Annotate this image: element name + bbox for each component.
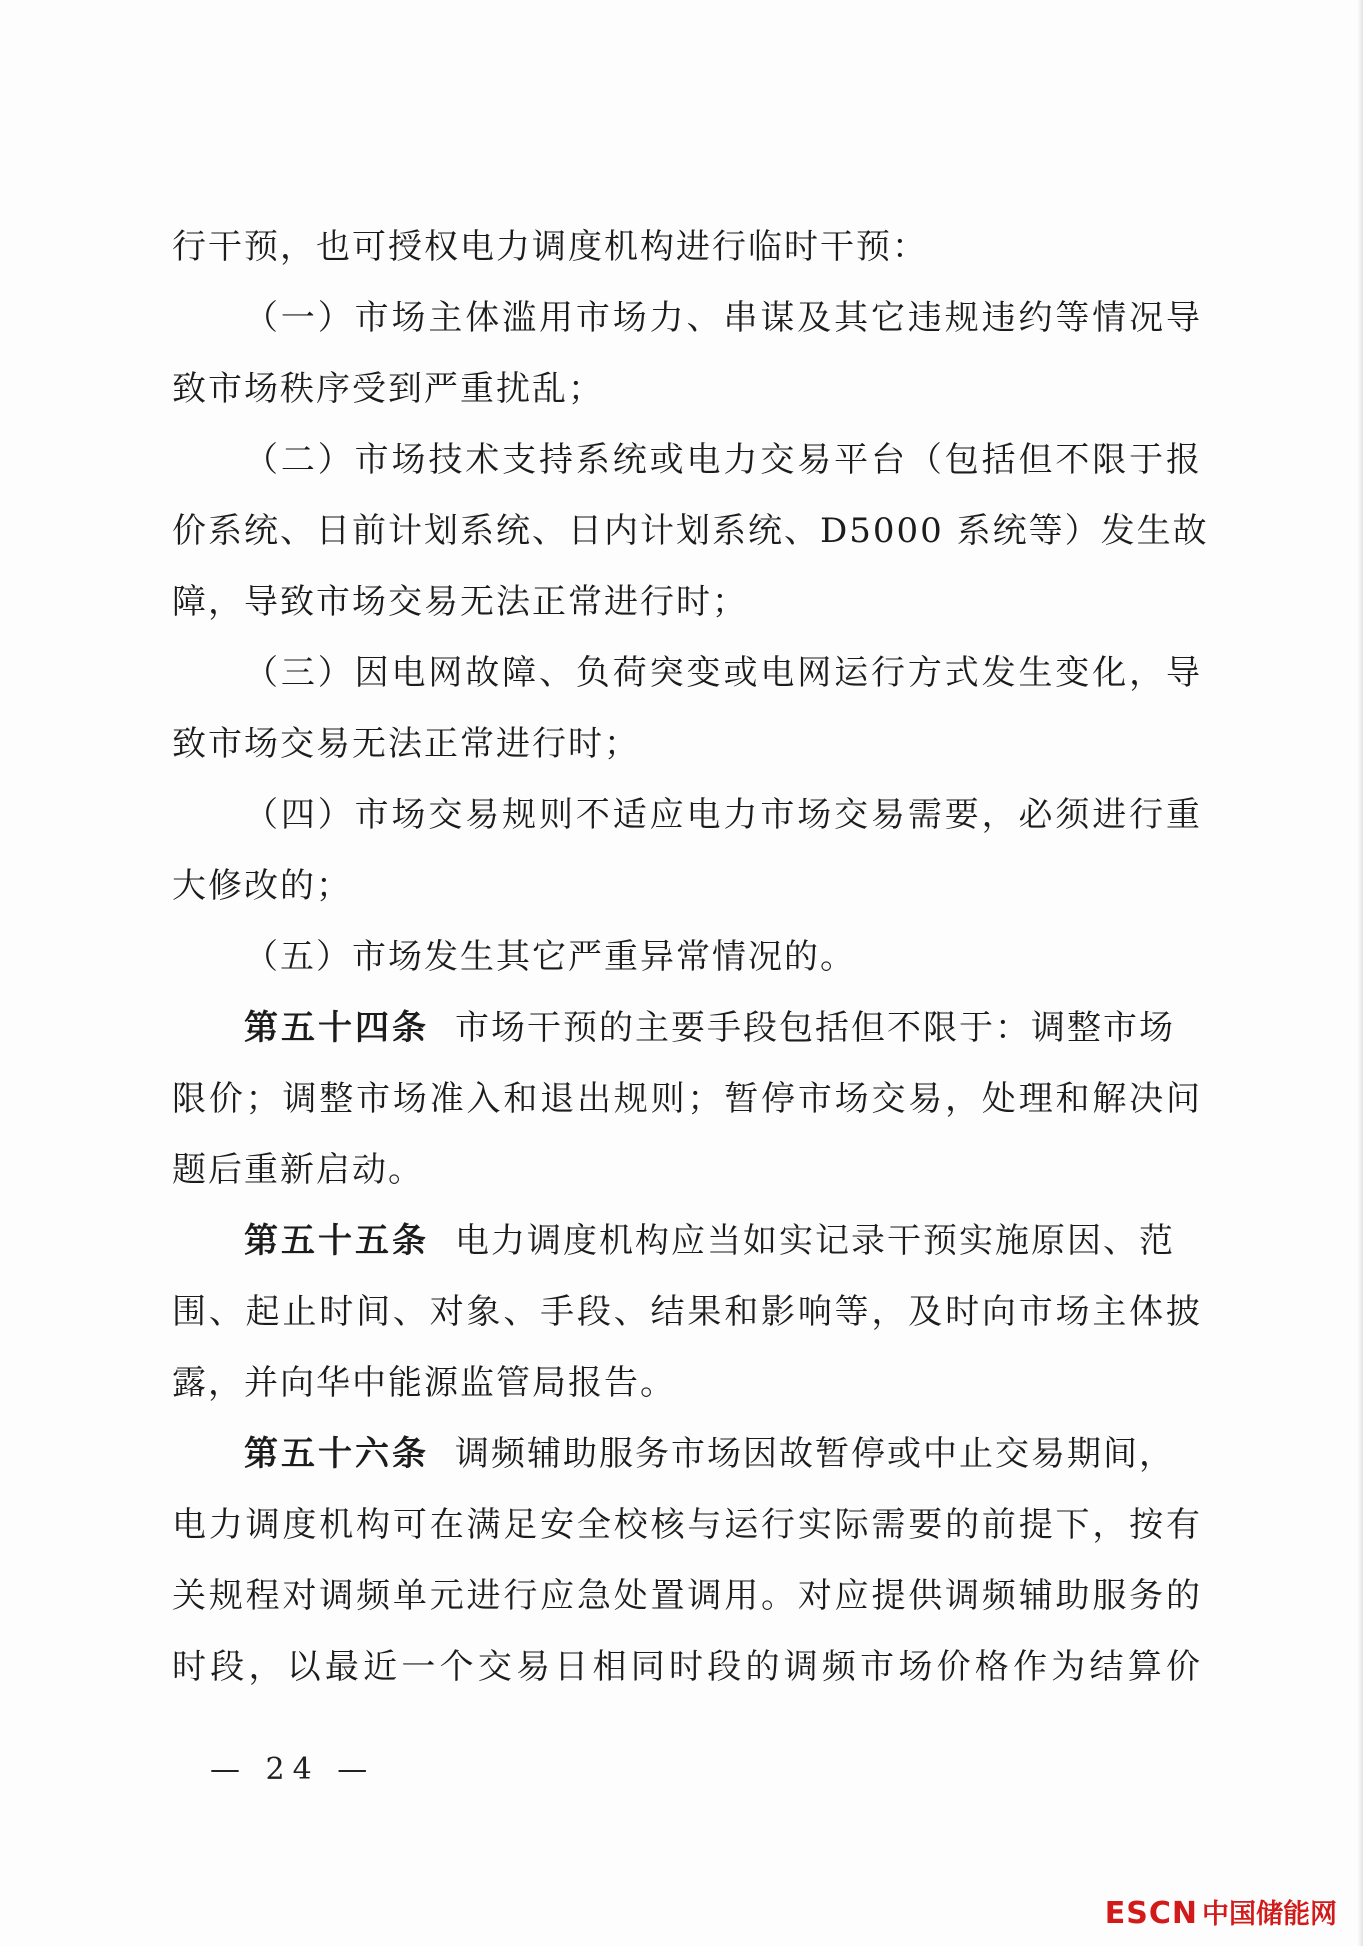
clause-2-line: 障，导致市场交易无法正常进行时；	[172, 582, 748, 622]
article-54-text: 市场干预的主要手段包括但不限于：调整市场	[455, 1008, 1175, 1048]
clause-1-line: （一）市场主体滥用市场力、串谋及其它违规违约等情况导	[244, 298, 1202, 338]
article-56-line: 电力调度机构可在满足安全校核与运行实际需要的前提下，按有	[172, 1505, 1202, 1545]
clause-2-line: 价系统、日前计划系统、日内计划系统、D5000 系统等）发生故	[172, 511, 1209, 551]
clause-4-line: 大修改的；	[172, 866, 352, 906]
clause-1-line: 致市场秩序受到严重扰乱；	[172, 369, 604, 409]
clause-4-line: （四）市场交易规则不适应电力市场交易需要，必须进行重	[244, 795, 1202, 835]
page-number: — 24 —	[210, 1752, 376, 1787]
article-56-line: 时段，以最近一个交易日相同时段的调频市场价格作为结算价	[172, 1647, 1202, 1687]
watermark-brand-en: ESCN	[1104, 1896, 1198, 1931]
clause-5-line: （五）市场发生其它严重异常情况的。	[244, 937, 856, 977]
article-56-text: 调频辅助服务市场因故暂停或中止交易期间，	[455, 1434, 1175, 1474]
body-line: 行干预，也可授权电力调度机构进行临时干预：	[172, 227, 928, 267]
article-55-line	[172, 1206, 1202, 1277]
article-55-line: 围、起止时间、对象、手段、结果和影响等，及时向市场主体披	[172, 1292, 1202, 1332]
scan-edge	[1357, 0, 1363, 1946]
document-body	[172, 212, 1209, 1703]
clause-3-line: 致市场交易无法正常进行时；	[172, 724, 640, 764]
watermark-brand-cn: 中国储能网	[1202, 1899, 1337, 1930]
article-55-text: 电力调度机构应当如实记录干预实施原因、范	[455, 1221, 1175, 1261]
article-54-line: 题后重新启动。	[172, 1150, 424, 1190]
article-56-heading: 第五十六条	[244, 1434, 429, 1474]
article-54-line	[172, 993, 1202, 1064]
article-54-line: 限价；调整市场准入和退出规则；暂停市场交易，处理和解决问	[172, 1079, 1202, 1119]
article-55-heading: 第五十五条	[244, 1221, 429, 1261]
clause-2-line: （二）市场技术支持系统或电力交易平台（包括但不限于报	[244, 440, 1202, 480]
watermark-logo	[1105, 1894, 1337, 1934]
clause-3-line: （三）因电网故障、负荷突变或电网运行方式发生变化，导	[244, 653, 1202, 693]
article-56-line: 关规程对调频单元进行应急处置调用。对应提供调频辅助服务的	[172, 1576, 1202, 1616]
article-54-heading: 第五十四条	[244, 1008, 429, 1048]
article-56-line	[172, 1419, 1202, 1490]
article-55-line: 露，并向华中能源监管局报告。	[172, 1363, 676, 1403]
